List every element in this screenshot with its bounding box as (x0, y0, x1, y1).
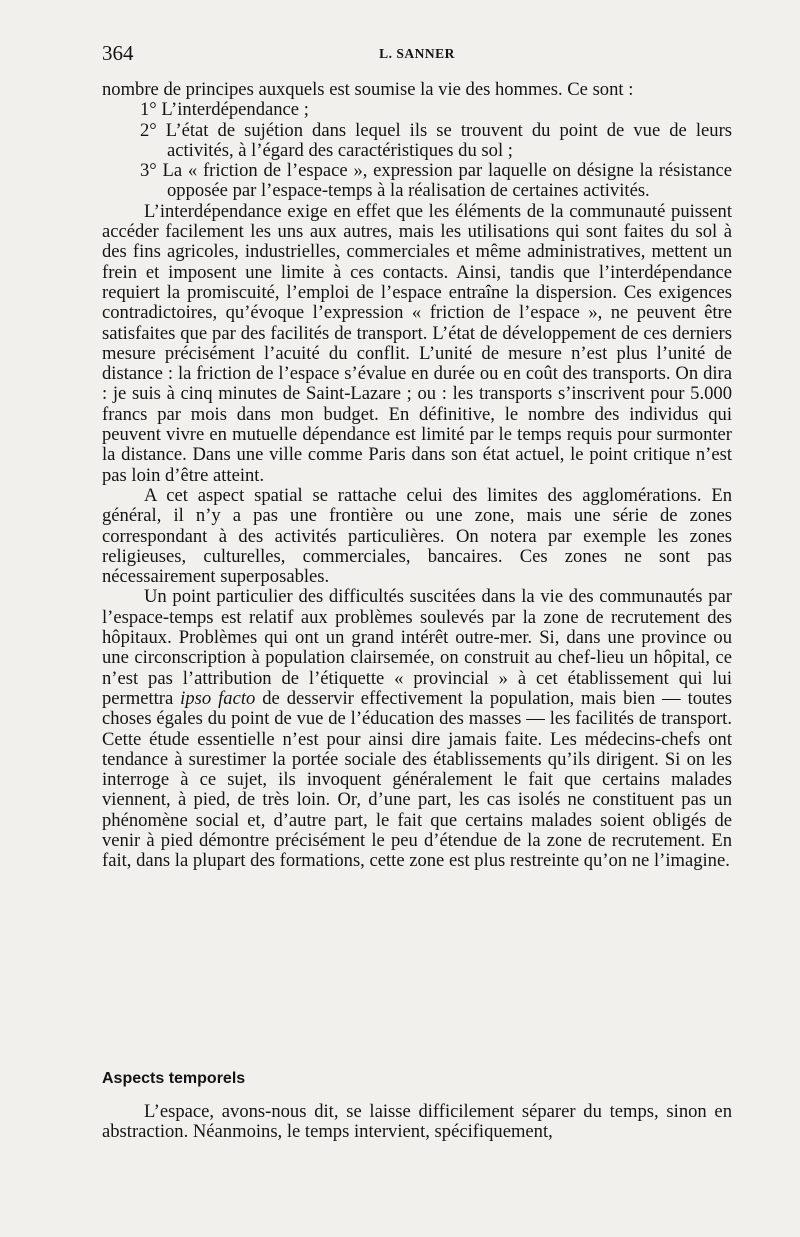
italic-phrase: ipso facto (180, 687, 256, 709)
body-paragraph: L’espace, avons-nous dit, se laisse difficilement séparer du temps, sinon en abstraction. Néanmoins, le temps intervient, spécifiquement, (102, 1101, 732, 1143)
list-marker: 3° (140, 160, 157, 182)
section-text (102, 1102, 732, 1143)
list-item (102, 121, 732, 162)
list-item-text: La « friction de l’espace », expression par laquelle on désigne la résistance opposée par l’espace-temps à la réalisation de certaines activités. (162, 160, 733, 202)
paragraph-text: Un point particulier des difficultés suscitées dans la vie des communautés par l’espace-temps est relatif aux problèmes soulevés par la zone de recrutement des hôpitaux. Problèmes qui ont un grand intérêt outre-mer. Si, dans une province ou une circonscription à population clairsemée, on construit au chef-lieu un hôpital, ce n’est pas l’attribution de l’étiquette « provincial » à cet établissement qui lui permettra (102, 586, 732, 709)
intro-paragraph: nombre de principes auxquels est soumise la vie des hommes. Ce sont : (102, 79, 634, 100)
paragraph-text: de desservir effectivement la population, mais bien — toutes choses égales du point de vue de l’éducation des masses — les facilités de transport. Cette étude essentielle n’est pour ainsi dire jamais faite. Les médecins-chefs ont tendance à surestimer la portée sociale des établissements qu’ils dirigent. Si on les interroge à ce sujet, ils invoquent généralement le fait que certains malades viennent, à pied, de très loin. Or, d’une part, les cas isolés ne constituent pas un phénomène social et, d’autre part, le fait que certains malades soient obligés de venir à pied démontre précisément le peu d’étendue de la zone de recrutement. En fait, dans la plupart des formations, cette zone est plus restreinte qu’on ne l’imagine. (102, 687, 732, 872)
list-item-text: L’état de sujétion dans lequel ils se trouvent du point de vue de leurs activités, à l’égard des caractéristiques du sol ; (165, 119, 732, 161)
list-item (102, 161, 732, 202)
body-paragraph (102, 587, 732, 871)
list-marker: 2° (140, 119, 157, 141)
page-header (102, 41, 732, 69)
list-marker: 1° (140, 99, 157, 121)
list-item (102, 100, 732, 120)
running-head: L. SANNER (379, 46, 455, 61)
section-heading: Aspects temporels (102, 1070, 246, 1087)
body-paragraph: L’interdépendance exige en effet que les éléments de la communauté puissent accéder facilement les uns aux autres, mais les utilisations qui sont faites du sol à des fins agricoles, industrielles, commerciales et même administratives, mettent un frein et imposent une limite à ces contacts. Ainsi, tandis que l’interdépendance requiert la promiscuité, l’emploi de l’espace entraîne la dispersion. Ces exigences contradictoires, qu’évoque l’expression « friction de l’espace », ne peuvent être satisfaites que par des facilités de transport. L’état de développement de ces derniers mesure précisément l’acuité du conflit. L’unité de mesure n’est plus l’unité de distance : la friction de l’espace s’évalue en durée ou en coût des transports. On dira : je suis à cinq minutes de Saint-Lazare ; ou : les transports s’inscrivent pour 5.000 francs par mois dans mon budget. En définitive, le nombre des individus qui peuvent vivre en mutuelle dépendance est limité par le temps requis pour surmonter la distance. Dans une ville comme Paris dans son état actuel, le point critique n’est pas loin d’être atteint. (102, 200, 732, 486)
page-number: 364 (102, 41, 134, 65)
main-text (102, 80, 732, 872)
body-paragraph: A cet aspect spatial se rattache celui des limites des agglomérations. En général, il n’y a pas une frontière ou une zone, mais une série de zones correspondant à des activités particulières. On notera par exemple les zones religieuses, culturelles, commerciales, bancaires. Ces zones ne sont pas nécessairement superposables. (102, 484, 732, 588)
list-item-text: L’interdépendance ; (161, 99, 309, 121)
